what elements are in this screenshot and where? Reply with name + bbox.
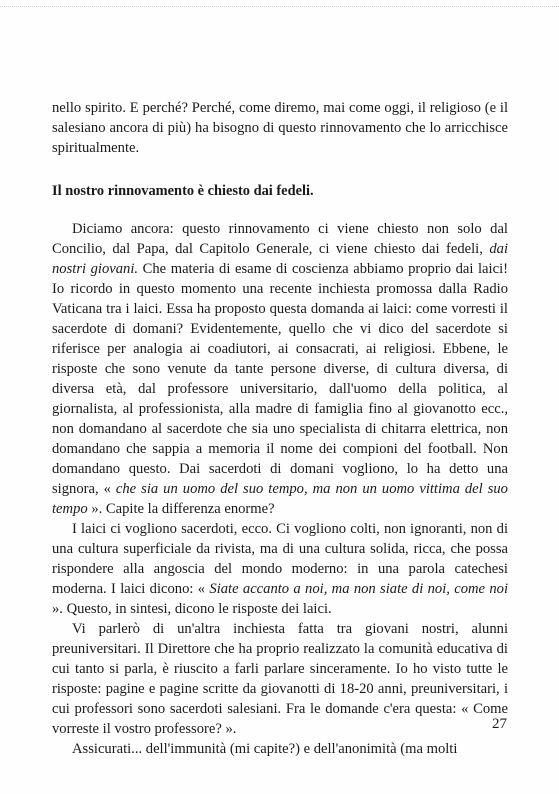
paragraph-1-text-b: Che materia di esame di coscienza abbiamo proprio dai laici! Io ricordo in questo momento una recente inchiesta promossa dalla Radio Vaticana tra i laici. Essa ha proposto questa domanda ai laici: come vorresti il sacerdote di domani? Evidentemente, quello che vi dico del sacerdote si riferisce per analogia ai coadiutori, ai consacrati, ai religiosi. Ebbene, le risposte che sono venute da tante persone diverse, di cultura diversa, di diversa età, dal professore universitario, dall'uomo della politica, al giornalista, al professionista, alla madre di famiglia fino al giovanotto ecc., non domandano al sacerdote che sia uno specialista di chitarra elettrica, non domandano che sappia a memoria il nome dei compioni del football. Non domandano questo. Dai sacerdoti di domani vogliono, lo ha detto una signora, «: [52, 261, 508, 497]
paragraph-2: [52, 519, 508, 619]
paragraph-3: Vi parlerò di un'altra inchiesta fatta tra giovani nostri, alunni preuniversitari. Il Direttore che ha proprio realizzato la comunità educativa di cui tanto si parla, è riuscito a farli parlare sinceramente. Io ho visto tutte le risposte: pagine e pagine scritte da giovanotti di 18-20 anni, preuniversitari, i cui professori sono sacerdoti salesiani. Fra le domande c'era questa: « Come vorreste il vostro professore? ».: [52, 621, 508, 737]
intro-paragraph-block: [52, 98, 508, 158]
body-text-block: [52, 219, 508, 759]
section-heading: Il nostro rinnovamento è chiesto dai fedeli.: [52, 183, 314, 199]
paragraph-2-text-b: ». Questo, in sintesi, dicono le risposte dei laici.: [52, 601, 332, 617]
paragraph-1: [52, 219, 508, 519]
intro-paragraph: nello spirito. E perché? Perché, come diremo, mai come oggi, il religioso (e il salesiano ancora di più) ha bisogno di questo rinnovamento che lo arricchisce spiritualmente.: [52, 100, 508, 156]
page-number: 27: [492, 716, 507, 732]
paragraph-1-italic-a: dai nostri giovani.: [52, 241, 508, 277]
page-top-edge: [0, 6, 559, 7]
paragraph-1-text-c: ». Capite la differenza enorme?: [87, 501, 275, 517]
paragraph-1-italic-b: che sia un uomo del suo tempo, ma non un uomo vittima del suo tempo: [52, 481, 508, 517]
paragraph-4: Assicurati... dell'immunità (mi capite?) e dell'anonimità (ma molti: [72, 741, 458, 757]
paragraph-2-italic-a: Siate accanto a noi, ma non siate di noi, come noi: [209, 581, 508, 597]
paragraph-1-text-a: Diciamo ancora: questo rinnovamento ci viene chiesto non solo dal Concilio, dal Papa, dal Capitolo Generale, ci viene chiesto dai fedeli,: [52, 221, 508, 257]
paragraph-2-text-a: I laici ci vogliono sacerdoti, ecco. Ci vogliono colti, non ignoranti, non di una cultura superficiale da rivista, ma di una cultura solida, ricca, che possa rispondere alla angoscia del mondo moderno: in una parola catechesi moderna. I laici dicono: «: [52, 521, 508, 597]
